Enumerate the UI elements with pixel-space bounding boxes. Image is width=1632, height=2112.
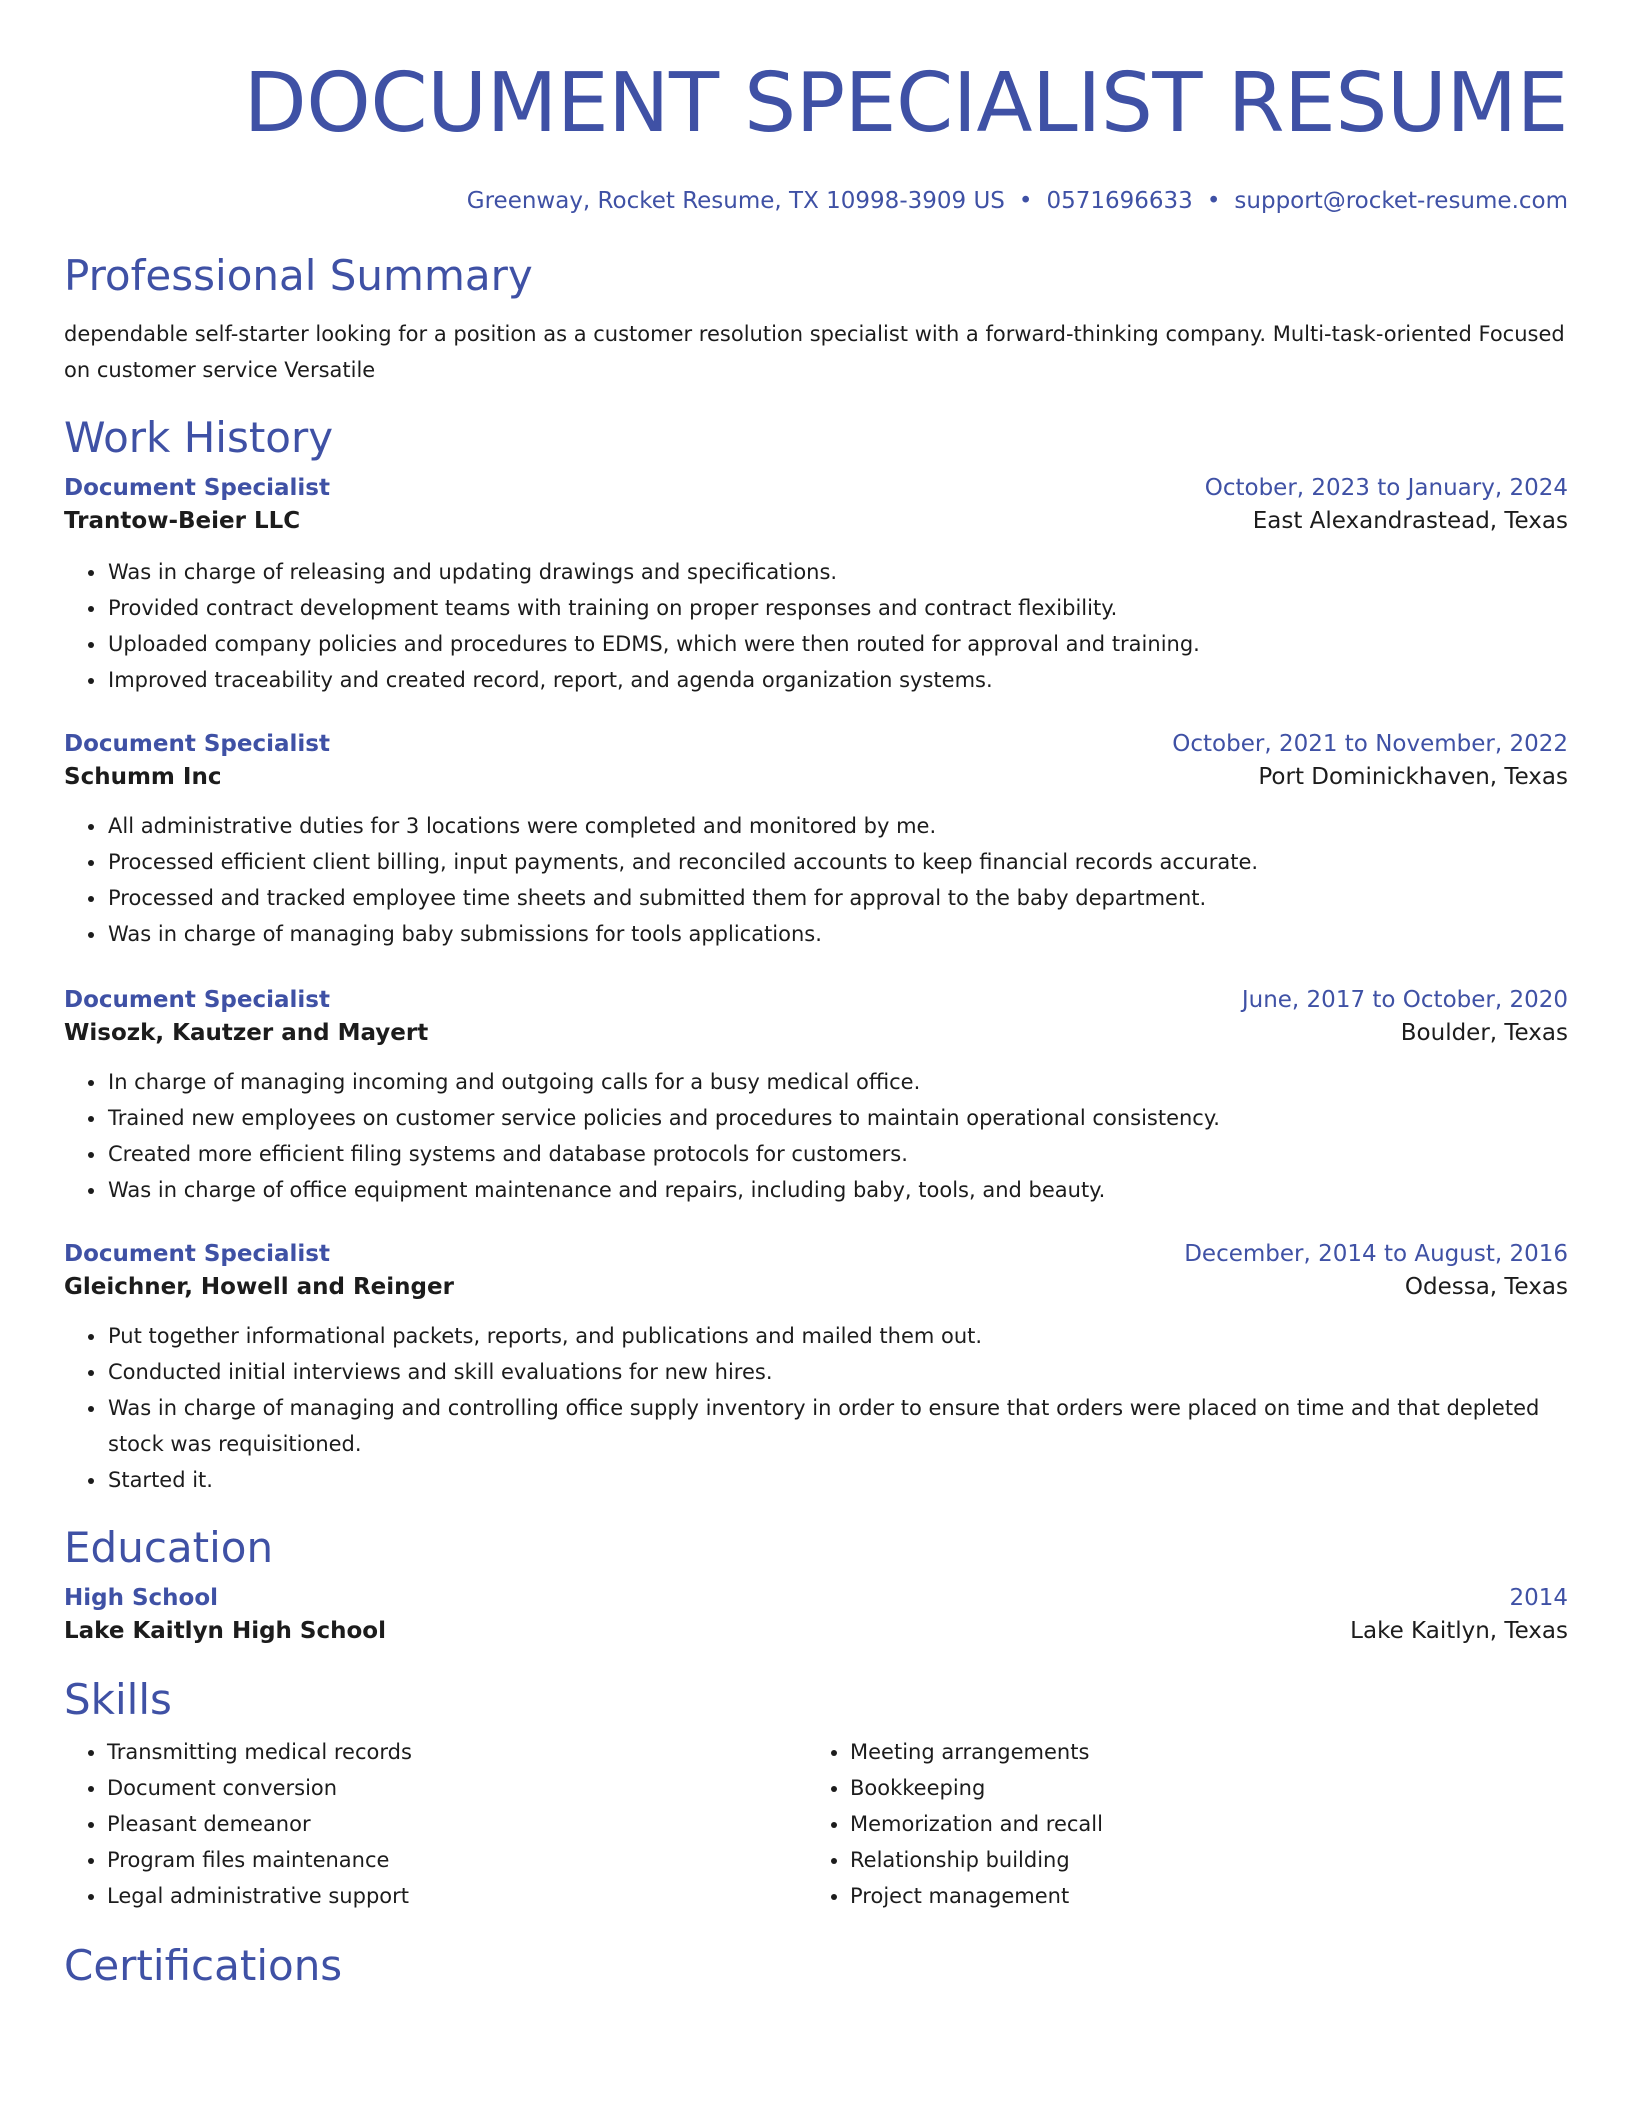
job-title: Document Specialist — [64, 475, 330, 501]
skill-item: • Bookkeeping — [850, 1770, 1550, 1806]
job-bullets — [64, 1318, 1568, 1498]
company-name: Trantow-Beier LLC — [64, 508, 301, 534]
company-row — [64, 1270, 1568, 1304]
skill-item: • Transmitting medical records — [107, 1734, 807, 1770]
job-title-row — [64, 728, 1568, 760]
job-location: Odessa, Texas — [1404, 1274, 1568, 1300]
work-history-section — [64, 412, 1568, 1498]
job-title-row — [64, 1238, 1568, 1270]
job-bullet: • Was in charge of managing and controlling office supply inventory in order to ensure that orders were placed on time and that depleted stock was requisitioned. — [107, 1390, 1568, 1462]
certifications-heading: Certifications — [64, 1941, 343, 1990]
education-heading: Education — [64, 1523, 274, 1572]
summary-heading: Professional Summary — [64, 251, 533, 300]
contact-address: Greenway, Rocket Resume, TX 10998-3909 US — [466, 188, 1005, 214]
job-bullet: • In charge of managing incoming and outgoing calls for a busy medical office. — [107, 1064, 1568, 1100]
school-location: Lake Kaitlyn, Texas — [1350, 1618, 1568, 1644]
education-section — [64, 1522, 1568, 1648]
job-bullet: • Processed efficient client billing, input payments, and reconciled accounts to keep financial records accurate. — [107, 844, 1568, 880]
job-title: Document Specialist — [64, 987, 330, 1013]
job-location: Port Dominickhaven, Texas — [1258, 764, 1568, 790]
job-bullets — [64, 554, 1568, 698]
skills-list-left — [64, 1734, 807, 1914]
job-bullets — [64, 808, 1568, 952]
school-row — [64, 1614, 1568, 1648]
skills-heading: Skills — [64, 1675, 172, 1724]
job-entry — [64, 1238, 1568, 1498]
company-row — [64, 760, 1568, 794]
job-title-row — [64, 984, 1568, 1016]
resume-title: DOCUMENT SPECIALIST RESUME — [243, 56, 1568, 151]
contact-line — [64, 186, 1568, 216]
company-name: Schumm Inc — [64, 764, 222, 790]
job-bullet: • Created more efficient filing systems and database protocols for customers. — [107, 1136, 1568, 1172]
contact-separator: • — [1206, 188, 1221, 214]
job-location: East Alexandrastead, Texas — [1252, 508, 1568, 534]
skill-item: • Relationship building — [850, 1842, 1550, 1878]
summary-section — [64, 250, 1568, 388]
job-bullet: • Started it. — [107, 1462, 1568, 1498]
job-dates: December, 2014 to August, 2016 — [1184, 1241, 1568, 1267]
resume-page — [64, 0, 1568, 1992]
job-bullet: • Trained new employees on customer service policies and procedures to maintain operational consistency. — [107, 1100, 1568, 1136]
job-dates: October, 2023 to January, 2024 — [1204, 475, 1568, 501]
degree-name: High School — [64, 1585, 219, 1611]
job-entry — [64, 728, 1568, 952]
skill-item: • Memorization and recall — [850, 1806, 1550, 1842]
job-bullet: • Uploaded company policies and procedures to EDMS, which were then routed for approval and training. — [107, 626, 1568, 662]
contact-email[interactable]: support@rocket-resume.com — [1234, 188, 1568, 214]
contact-phone[interactable]: 0571696633 — [1046, 188, 1193, 214]
job-entry — [64, 472, 1568, 698]
job-bullet: • Was in charge of managing baby submissions for tools applications. — [107, 916, 1568, 952]
job-title-row — [64, 472, 1568, 504]
skill-item: • Meeting arrangements — [850, 1734, 1550, 1770]
work-history-heading: Work History — [64, 413, 334, 462]
job-entry — [64, 984, 1568, 1208]
job-location: Boulder, Texas — [1400, 1020, 1568, 1046]
job-title: Document Specialist — [64, 731, 330, 757]
skill-item: • Program files maintenance — [107, 1842, 807, 1878]
company-row — [64, 504, 1568, 538]
job-bullet: • All administrative duties for 3 locations were completed and monitored by me. — [107, 808, 1568, 844]
skill-item: • Pleasant demeanor — [107, 1806, 807, 1842]
job-dates: June, 2017 to October, 2020 — [1241, 987, 1568, 1013]
company-name: Gleichner, Howell and Reinger — [64, 1274, 454, 1300]
skill-item: • Document conversion — [107, 1770, 807, 1806]
skills-columns — [64, 1734, 1568, 1914]
job-bullet: • Conducted initial interviews and skill evaluations for new hires. — [107, 1354, 1568, 1390]
job-bullet: • Provided contract development teams with training on proper responses and contract flexibility. — [107, 590, 1568, 626]
job-bullets — [64, 1064, 1568, 1208]
job-bullet: • Was in charge of office equipment maintenance and repairs, including baby, tools, and beauty. — [107, 1172, 1568, 1208]
job-dates: October, 2021 to November, 2022 — [1172, 731, 1568, 757]
degree-row — [64, 1582, 1568, 1614]
job-bullet: • Improved traceability and created record, report, and agenda organization systems. — [107, 662, 1568, 698]
certifications-section — [64, 1940, 1568, 1992]
summary-text: dependable self-starter looking for a position as a customer resolution specialist with a forward-thinking company. Multi-task-oriented Focused on customer service Versatile — [64, 322, 1565, 382]
skills-list-right — [807, 1734, 1550, 1914]
education-entry — [64, 1582, 1568, 1648]
school-name: Lake Kaitlyn High School — [64, 1618, 386, 1644]
contact-separator: • — [1018, 188, 1033, 214]
company-name: Wisozk, Kautzer and Mayert — [64, 1020, 429, 1046]
job-title: Document Specialist — [64, 1241, 330, 1267]
skill-item: • Project management — [850, 1878, 1550, 1914]
skills-section — [64, 1674, 1568, 1914]
skill-item: • Legal administrative support — [107, 1878, 807, 1914]
graduation-year: 2014 — [1509, 1585, 1568, 1611]
job-bullet: • Processed and tracked employee time sheets and submitted them for approval to the baby department. — [107, 880, 1568, 916]
job-bullet: • Put together informational packets, reports, and publications and mailed them out. — [107, 1318, 1568, 1354]
company-row — [64, 1016, 1568, 1050]
job-bullet: • Was in charge of releasing and updating drawings and specifications. — [107, 554, 1568, 590]
